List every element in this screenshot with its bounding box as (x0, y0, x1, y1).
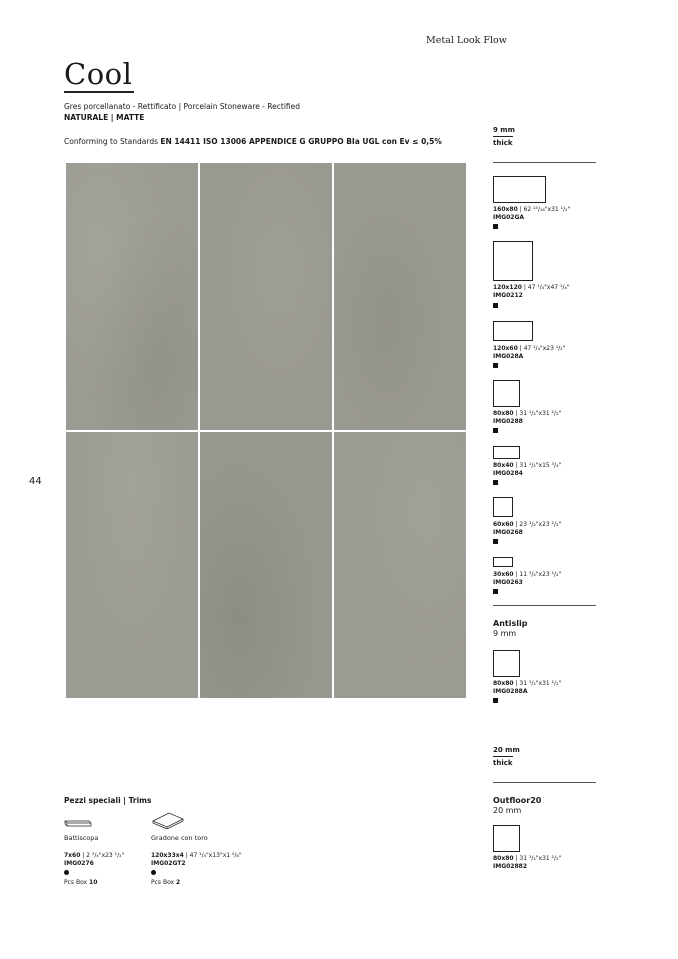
format-shape-120x120 (493, 241, 533, 281)
outfloor-thickness: 20 mm (493, 806, 522, 815)
square-marker-icon (493, 224, 498, 229)
format-shape-30x60 (493, 557, 513, 567)
format-code: IMG028A (493, 353, 524, 360)
format-size: 120x120 | 47 ¹/₄"x47 ¹/₄" (493, 284, 570, 291)
tile-panel (334, 163, 466, 430)
tile-panel (66, 432, 198, 699)
format-size: 80x40 | 31 ¹/₂"x15 ³/₄" (493, 462, 562, 469)
divider (493, 162, 596, 163)
skirting-icon (64, 818, 92, 828)
format-code: IMG02GA (493, 214, 525, 221)
thickness-20mm-unit: thick (493, 756, 513, 769)
format-shape-80x80 (493, 380, 520, 407)
thickness-9mm-value: 9 mm (493, 126, 515, 134)
trim-code: IMG0276 (64, 860, 94, 867)
square-marker-icon (493, 698, 498, 703)
thickness-20mm-value: 20 mm (493, 746, 520, 754)
format-size: 80x80 | 31 ¹/₂"x31 ¹/₂" (493, 410, 562, 417)
tile-panel (334, 432, 466, 699)
format-code: IMG0212 (493, 292, 523, 299)
step-tread-icon (151, 811, 185, 829)
standards-spec: EN 14411 ISO 13006 APPENDICE G GRUPPO BIa UGL con Ev ≤ 0,5% (160, 137, 442, 146)
trim-name: Gradone con toro (151, 834, 208, 842)
antislip-title: Antislip (493, 619, 528, 628)
product-finish: NATURALE | MATTE (64, 113, 145, 122)
format-shape-80x40 (493, 446, 520, 459)
standards-prefix: Conforming to Standards (64, 137, 161, 146)
format-code: IMG0268 (493, 529, 523, 536)
thickness-20mm-label (493, 745, 520, 769)
format-size: 80x80 | 31 ¹/₂"x31 ¹/₂" (493, 680, 562, 687)
trim-size: 120x33x4 | 47 ¹/₄"x13"x1 ⁵/₈" (151, 852, 242, 859)
series-header: Metal Look Flow (426, 35, 507, 46)
square-marker-icon (493, 589, 498, 594)
tile-sample-image (66, 163, 466, 698)
standards-note (64, 137, 442, 146)
dot-marker-icon (151, 870, 156, 875)
format-size: 80x80 | 31 ¹/₂"x31 ¹/₂" (493, 855, 562, 862)
format-shape-60x60 (493, 497, 513, 517)
thickness-9mm-label (493, 125, 515, 149)
dot-marker-icon (64, 870, 69, 875)
thickness-9mm-unit: thick (493, 136, 513, 149)
antislip-thickness: 9 mm (493, 629, 517, 638)
square-marker-icon (493, 539, 498, 544)
format-size: 160x80 | 62 ¹⁵/₁₆"x31 ¹/₂" (493, 206, 571, 213)
format-code: IMG0263 (493, 579, 523, 586)
title-underline (64, 91, 134, 93)
trim-name: Battiscopa (64, 834, 99, 842)
square-marker-icon (493, 303, 498, 308)
pieces-per-box: Pcs Box 10 (64, 879, 98, 886)
format-shape-80x80-outfloor (493, 825, 520, 852)
tile-panel (66, 163, 198, 430)
trim-code: IMG02GT2 (151, 860, 186, 867)
format-code: IMG0288A (493, 688, 528, 695)
format-code: IMG0288 (493, 418, 523, 425)
tile-panel (200, 163, 332, 430)
format-shape-80x80-antislip (493, 650, 520, 677)
square-marker-icon (493, 428, 498, 433)
pieces-per-box: Pcs Box 2 (151, 879, 181, 886)
square-marker-icon (493, 363, 498, 368)
product-title: Cool (64, 57, 133, 91)
outfloor-title: Outfloor20 (493, 796, 542, 805)
format-shape-120x60 (493, 321, 533, 341)
page-number: 44 (29, 476, 42, 487)
tile-panel (200, 432, 332, 699)
product-description: Gres porcellanato - Rettificato | Porcelain Stoneware - Rectified (64, 102, 301, 111)
format-code: IMG0284 (493, 470, 523, 477)
divider (493, 782, 596, 783)
format-code: IMG02882 (493, 863, 528, 870)
square-marker-icon (493, 480, 498, 485)
format-size: 120x60 | 47 ¹/₄"x23 ¹/₂" (493, 345, 566, 352)
trims-title: Pezzi speciali | Trims (64, 796, 152, 805)
trim-size: 7x60 | 2 ³/₄"x23 ¹/₂" (64, 852, 125, 859)
format-size: 60x60 | 23 ¹/₂"x23 ¹/₂" (493, 521, 562, 528)
divider (493, 605, 596, 606)
format-size: 30x60 | 11 ³/₄"x23 ¹/₂" (493, 571, 562, 578)
format-shape-160x80 (493, 176, 546, 203)
